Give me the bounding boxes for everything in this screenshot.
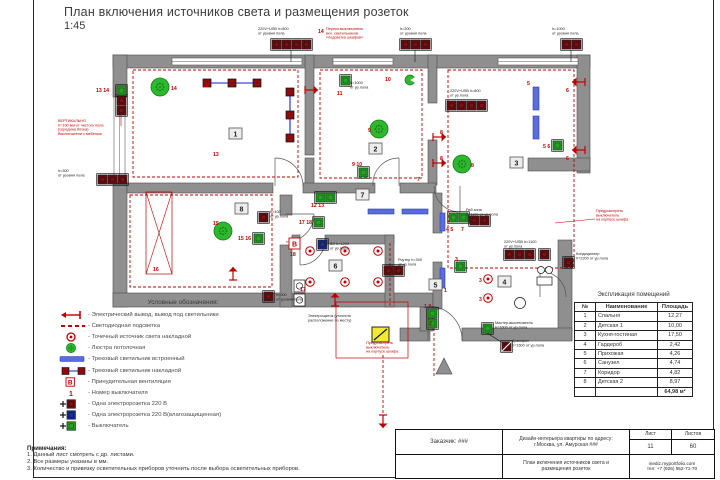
socket-group bbox=[97, 174, 129, 186]
legend-item-label: - Одна электророзетка 220 В(влагозащищенная) bbox=[88, 412, 222, 419]
legend-item-label: - Принудительная вентиляция bbox=[88, 378, 171, 385]
table-cell: Детская 1 bbox=[596, 321, 658, 330]
track_in-icon bbox=[58, 354, 88, 364]
table-row bbox=[575, 378, 693, 387]
client-cell: Заказчик: ### bbox=[396, 430, 503, 454]
room-schedule-title: Экспликация помещений bbox=[597, 291, 670, 298]
annotation bbox=[398, 258, 422, 266]
svg-text:1: 1 bbox=[69, 390, 73, 398]
drawing-scale: 1:45 bbox=[64, 20, 86, 32]
svg-text:на корпусе шкафа: на корпусе шкафа bbox=[596, 217, 629, 222]
switch-icon bbox=[58, 421, 88, 431]
svg-text:вкл. светильников: вкл. светильников bbox=[326, 31, 359, 36]
svg-text:Выключатели с мебелью: Выключатели с мебелью bbox=[58, 131, 102, 136]
legend-item-label: - Светодиодная подсветка bbox=[88, 322, 160, 329]
svg-text:от ур.пола: от ур.пола bbox=[450, 93, 469, 98]
room-number-box bbox=[356, 189, 369, 200]
annotation bbox=[504, 240, 536, 248]
svg-text:h=2200 от ур.пола: h=2200 от ур.пола bbox=[576, 256, 609, 261]
drawing-title: План включения источников света и размещения розеток bbox=[64, 5, 409, 19]
annotation bbox=[495, 321, 533, 329]
legend-item-label: - Люстра потолочная bbox=[88, 345, 146, 352]
table-header: № bbox=[575, 303, 596, 312]
svg-text:9: 9 bbox=[368, 128, 371, 134]
legend-item-led bbox=[58, 320, 290, 331]
arrow-icon bbox=[229, 267, 238, 280]
annotation bbox=[576, 252, 609, 260]
svg-text:выключатель: выключатель bbox=[366, 345, 390, 350]
svg-text:ВЕРТИКАЛЬНО: ВЕРТИКАЛЬНО bbox=[58, 119, 86, 123]
legend-item-label: - Точечный источник света накладной bbox=[88, 333, 192, 340]
arrow-icon bbox=[379, 415, 388, 428]
sheet-number-cell bbox=[630, 430, 672, 454]
svg-text:h=300: h=300 bbox=[276, 293, 287, 297]
svg-text:«подсветка шкафов»: «подсветка шкафов» bbox=[326, 35, 364, 40]
table-cell: 5 bbox=[575, 350, 596, 359]
svg-text:Предусмотреть: Предусмотреть bbox=[366, 341, 394, 345]
socket-group bbox=[501, 341, 513, 353]
chand-icon bbox=[58, 343, 88, 353]
svg-text:4: 4 bbox=[502, 279, 507, 287]
doc-title-cell bbox=[503, 455, 630, 479]
empty-cell bbox=[396, 455, 503, 479]
table-cell: Коридор bbox=[596, 368, 658, 377]
room-number-box bbox=[429, 279, 442, 290]
contact-phone: тел: +7 (926) 552-71-70 bbox=[646, 466, 698, 472]
svg-text:13 14: 13 14 bbox=[96, 88, 109, 94]
svg-text:от ур.пола: от ур.пола bbox=[350, 85, 369, 90]
svg-text:12: 12 bbox=[203, 83, 209, 89]
socket-group bbox=[446, 100, 488, 112]
sheets-value: 60 bbox=[689, 443, 697, 450]
fan-icon bbox=[405, 75, 416, 85]
svg-text:17 18: 17 18 bbox=[299, 220, 312, 226]
sheet-value: 11 bbox=[647, 443, 654, 450]
svg-text:Перекл.выключатель: Перекл.выключатель bbox=[326, 27, 364, 31]
svg-text:h=1100 от ур.пола: h=1100 от ур.пола bbox=[466, 212, 498, 217]
switch bbox=[315, 192, 337, 204]
svg-text:220V+USB h=1100: 220V+USB h=1100 bbox=[504, 240, 537, 244]
svg-text:от уровня пола: от уровня пола bbox=[58, 173, 85, 178]
room-number-box bbox=[510, 157, 523, 168]
room-number-box bbox=[369, 143, 382, 154]
svg-text:h=400: h=400 bbox=[270, 210, 281, 214]
svg-text:на корпусе шкафа: на корпусе шкафа bbox=[366, 349, 399, 354]
table-row bbox=[575, 340, 693, 349]
legend-item-track_surf bbox=[58, 365, 290, 376]
sheets-label: Листов bbox=[672, 430, 714, 440]
table-total-row bbox=[575, 387, 693, 396]
legend-item-switch bbox=[58, 421, 290, 432]
legend-item-label: - Одна электророзетка 220 В bbox=[88, 401, 168, 408]
table-row bbox=[575, 359, 693, 368]
socket-group bbox=[561, 39, 583, 51]
table-row bbox=[575, 312, 693, 321]
svg-text:Домофон: Домофон bbox=[512, 339, 529, 343]
svg-text:Кондиционер: Кондиционер bbox=[576, 252, 600, 256]
svg-text:3: 3 bbox=[479, 278, 482, 284]
project-line2: г.Москва, ул. Амурская ### bbox=[534, 441, 598, 448]
table-cell: 3 bbox=[575, 331, 596, 340]
svg-text:6: 6 bbox=[566, 88, 569, 94]
svg-text:расположение по месту): расположение по месту) bbox=[308, 318, 352, 323]
switch bbox=[313, 217, 325, 229]
table-cell: 4,74 bbox=[658, 359, 693, 368]
table-header-row bbox=[575, 303, 693, 312]
socket-group bbox=[317, 239, 329, 251]
annotation bbox=[326, 27, 363, 40]
svg-text:5: 5 bbox=[527, 81, 530, 87]
svg-text:h=300: h=300 bbox=[400, 27, 411, 31]
table-cell: 2,42 bbox=[658, 340, 693, 349]
svg-text:от уровня пола: от уровня пола bbox=[258, 31, 285, 36]
room-number-box bbox=[329, 260, 342, 271]
note-line: 2. Все размеры указаны в мм. bbox=[27, 459, 109, 465]
legend-title: Условные обозначения: bbox=[147, 299, 219, 306]
annotation bbox=[400, 27, 427, 35]
svg-text:Раб.зона: Раб.зона bbox=[466, 208, 482, 212]
room-number-box bbox=[498, 276, 511, 287]
room-schedule-table bbox=[574, 302, 693, 397]
svg-text:h=1000: h=1000 bbox=[552, 27, 565, 31]
room-schedule bbox=[574, 291, 693, 397]
table-cell: 6 bbox=[575, 359, 596, 368]
legend-item-label: - Номер выключателя bbox=[88, 389, 148, 396]
socket-group bbox=[504, 249, 536, 261]
legend-item-socket_wet bbox=[58, 410, 290, 421]
socket-group bbox=[469, 215, 491, 227]
table-cell: 1 bbox=[575, 312, 596, 321]
table-cell bbox=[596, 387, 658, 396]
legend-item-vent bbox=[58, 376, 290, 387]
svg-text:16: 16 bbox=[153, 267, 159, 273]
table-row bbox=[575, 350, 693, 359]
svg-text:h=300: h=300 bbox=[58, 169, 69, 173]
vent-icon bbox=[289, 238, 300, 249]
svg-text:220V+USB h=800: 220V+USB h=800 bbox=[450, 89, 481, 93]
svg-text:8: 8 bbox=[471, 163, 474, 169]
svg-text:4 5: 4 5 bbox=[446, 227, 454, 233]
svg-text:7: 7 bbox=[417, 177, 420, 183]
svg-text:от уровня пола: от уровня пола bbox=[400, 31, 427, 36]
table-cell: 4,26 bbox=[658, 350, 693, 359]
table-cell: 4 bbox=[575, 340, 596, 349]
notes bbox=[27, 445, 372, 473]
svg-text:1: 1 bbox=[233, 131, 238, 139]
svg-text:14: 14 bbox=[171, 86, 177, 92]
table-row bbox=[575, 321, 693, 330]
legend-item-num bbox=[58, 387, 290, 398]
svg-text:от ур.пола: от ур.пола bbox=[270, 214, 289, 219]
annotation bbox=[308, 314, 352, 322]
switch bbox=[552, 140, 564, 152]
svg-text:выключатель: выключатель bbox=[596, 213, 620, 218]
svg-text:ВЛ h=1200: ВЛ h=1200 bbox=[330, 242, 349, 246]
vent-icon bbox=[58, 377, 88, 387]
svg-text:(середина блока): (середина блока) bbox=[58, 127, 89, 132]
svg-text:h=1600 от ур.пола: h=1600 от ур.пола bbox=[512, 343, 545, 348]
svg-text:14: 14 bbox=[318, 29, 324, 35]
svg-text:11: 11 bbox=[337, 91, 343, 97]
track-light-surface bbox=[203, 79, 294, 142]
led-icon bbox=[58, 321, 88, 331]
table-cell: Детская 2 bbox=[596, 378, 658, 387]
svg-text:8: 8 bbox=[440, 130, 443, 136]
svg-text:6: 6 bbox=[566, 156, 569, 162]
annotation bbox=[596, 209, 629, 222]
table-cell bbox=[575, 387, 596, 396]
socket-group bbox=[271, 39, 313, 51]
track_surf-icon bbox=[58, 366, 88, 376]
annotation bbox=[350, 81, 369, 89]
svg-text:3: 3 bbox=[514, 160, 519, 168]
table-cell: 7 bbox=[575, 368, 596, 377]
note-line: 1. Данный лист смотреть с др. листами. bbox=[27, 452, 135, 458]
svg-text:7: 7 bbox=[461, 227, 464, 233]
entry-triangle bbox=[436, 358, 452, 374]
svg-text:B: B bbox=[67, 379, 73, 387]
svg-text:1 2: 1 2 bbox=[424, 304, 432, 310]
svg-text:12 13: 12 13 bbox=[311, 203, 324, 209]
svg-text:от ур.пола: от ур.пола bbox=[398, 262, 417, 267]
svg-text:h=1000: h=1000 bbox=[350, 81, 363, 85]
legend-item-chand bbox=[58, 343, 290, 354]
socket-group bbox=[400, 39, 432, 51]
svg-text:2: 2 bbox=[429, 321, 432, 327]
num-icon bbox=[58, 388, 88, 398]
svg-text:3: 3 bbox=[479, 297, 482, 303]
svg-text:8: 8 bbox=[440, 156, 443, 162]
note-line: 3. Количество и привязку осветительных приборов уточнить после выбора осветительных приборов. bbox=[27, 466, 300, 472]
svg-text:8: 8 bbox=[239, 206, 244, 214]
table-cell: 17,50 bbox=[658, 331, 693, 340]
table-cell: 2 bbox=[575, 321, 596, 330]
project-line1: Дизайн-интерьера квартиры по адресу: bbox=[519, 435, 613, 442]
table-cell: 8,97 bbox=[658, 378, 693, 387]
socket-icon bbox=[58, 399, 88, 409]
table-header: Площадь bbox=[658, 303, 693, 312]
table-header: Наименование bbox=[596, 303, 658, 312]
svg-text:9 10: 9 10 bbox=[352, 162, 363, 168]
legend-item-label: - Выключатель bbox=[88, 423, 129, 430]
switch bbox=[116, 85, 128, 97]
svg-text:15 16: 15 16 bbox=[238, 236, 251, 242]
table-row bbox=[575, 331, 693, 340]
room-number-box bbox=[235, 203, 248, 214]
annotation bbox=[552, 27, 579, 35]
svg-text:h=100 мм от чистого пола: h=100 мм от чистого пола bbox=[58, 123, 104, 128]
table-cell: 4,82 bbox=[658, 368, 693, 377]
socket-group bbox=[563, 257, 575, 269]
svg-text:от уровня пола: от уровня пола bbox=[276, 297, 303, 302]
contact-cell bbox=[630, 455, 714, 479]
annotation bbox=[466, 208, 499, 216]
svg-text:от уровня пола: от уровня пола bbox=[552, 31, 579, 36]
table-cell: Кухня-гостиная bbox=[596, 331, 658, 340]
annotation bbox=[258, 27, 289, 35]
table-cell: 8 bbox=[575, 378, 596, 387]
chandelier-icon bbox=[453, 155, 471, 173]
svg-text:от ур.пола: от ур.пола bbox=[504, 244, 523, 249]
svg-text:2: 2 bbox=[373, 146, 378, 154]
svg-text:6: 6 bbox=[333, 263, 338, 271]
legend-item-arrow bbox=[58, 309, 290, 320]
svg-text:7: 7 bbox=[360, 192, 365, 200]
svg-text:10: 10 bbox=[385, 77, 391, 83]
svg-text:17: 17 bbox=[300, 287, 306, 293]
doc-title-line2: размещения розеток bbox=[541, 466, 591, 473]
project-cell bbox=[503, 430, 630, 454]
table-cell: Гардероб bbox=[596, 340, 658, 349]
svg-text:13: 13 bbox=[213, 152, 219, 158]
svg-text:5 6: 5 6 bbox=[543, 144, 551, 150]
svg-text:Мастер-выключатель: Мастер-выключатель bbox=[495, 321, 533, 325]
table-row bbox=[575, 368, 693, 377]
switch bbox=[253, 233, 265, 245]
annotation bbox=[58, 169, 85, 177]
notes-title: Примечания: bbox=[27, 445, 67, 452]
table-cell: Санузел bbox=[596, 359, 658, 368]
svg-text:h=1600 от ур.пола: h=1600 от ур.пола bbox=[495, 325, 528, 330]
sheet-label: Лист bbox=[630, 430, 671, 440]
svg-text:3: 3 bbox=[455, 257, 458, 263]
svg-text:Предусмотреть: Предусмотреть bbox=[596, 209, 624, 213]
contact-site: inediz.myportfolio.com bbox=[648, 460, 696, 466]
svg-text:1: 1 bbox=[444, 288, 447, 294]
chandelier-icon bbox=[151, 78, 169, 96]
switch bbox=[482, 323, 494, 335]
table-cell: 10,00 bbox=[658, 321, 693, 330]
doc-title-line1: План включения источников света и bbox=[523, 460, 609, 467]
electrical-panel-icon bbox=[372, 327, 389, 342]
svg-text:от ур.пола: от ур.пола bbox=[330, 246, 349, 251]
chandelier-icon bbox=[370, 120, 388, 138]
svg-text:Роутер h=300: Роутер h=300 bbox=[398, 258, 422, 262]
svg-text:B: B bbox=[291, 241, 298, 249]
legend-item-track_in bbox=[58, 354, 290, 365]
title-block bbox=[395, 429, 715, 479]
annotation bbox=[58, 119, 104, 136]
socket-group bbox=[539, 249, 551, 261]
switch bbox=[358, 167, 370, 179]
legend-item-label: - Электрический вывод, вывод под светильники bbox=[88, 311, 219, 318]
legend-item-spot bbox=[58, 331, 290, 342]
svg-text:220V+USB h=800: 220V+USB h=800 bbox=[258, 27, 289, 31]
legend-item-label: - Трековый светильник встроенный bbox=[88, 356, 185, 363]
table-cell: 64,98 м² bbox=[658, 387, 693, 396]
room-number-box bbox=[229, 128, 242, 139]
table-cell: Спальня bbox=[596, 312, 658, 321]
table-cell: Прихожая bbox=[596, 350, 658, 359]
table-cell: 12,27 bbox=[658, 312, 693, 321]
svg-text:Электрощиток (уточнить: Электрощиток (уточнить bbox=[308, 314, 352, 318]
socket_wet-icon bbox=[58, 410, 88, 420]
svg-text:15: 15 bbox=[213, 221, 219, 227]
spot-icon bbox=[58, 332, 88, 342]
arrow-icon bbox=[58, 310, 88, 320]
svg-text:18: 18 bbox=[290, 252, 296, 258]
annotation bbox=[450, 89, 481, 97]
sheets-total-cell bbox=[672, 430, 714, 454]
legend-item-label: - Трековый светильник накладной bbox=[88, 367, 182, 374]
annotation bbox=[330, 242, 349, 250]
svg-text:5: 5 bbox=[433, 282, 438, 290]
legend-item-socket bbox=[58, 399, 290, 410]
annotation bbox=[366, 341, 399, 354]
legend bbox=[58, 299, 290, 432]
socket-group bbox=[258, 212, 270, 224]
